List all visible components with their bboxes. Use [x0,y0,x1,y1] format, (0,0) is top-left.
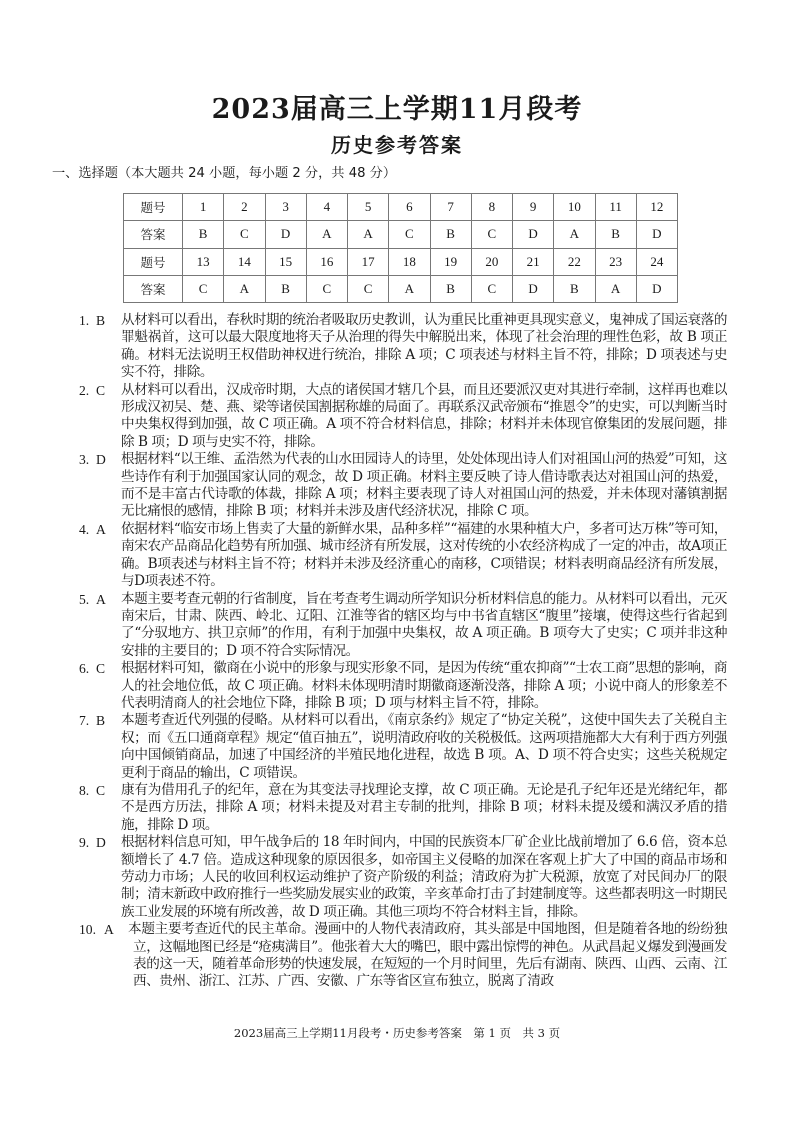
question-number-cell: 23 [595,248,636,275]
answer-cell: C [471,275,512,302]
answer-cell: B [183,221,224,248]
answer-letter: A [96,591,106,607]
row-label: 题号 [124,248,183,275]
question-number-cell: 17 [348,248,389,275]
question-number-cell: 3 [265,194,306,221]
answer-letter: C [96,661,106,677]
answer-cell: C [306,275,347,302]
explanation-text: 根据材料信息可知，甲午战争后的 18 年时间内，中国的民族资本厂矿企业比战前增加了 6.6 倍，资本总额增长了 4.7 倍。造成这种现象的原因很多，如帝国主义侵略的加深在客观上扩大了中国的商品市场和劳动力市场；人民的收回利权运动维护了资产阶级的利益；清政府为扩大税源，放宽了对民间办厂的限制；清末新政中政府推行一些奖励发展实业的政策，辛亥革命打击了封建制度等。这些都表明这一时期民族工业发展的环境有所改善，故 D 项正确。其他三项均不符合材料主旨，排除。 [121,834,727,920]
question-number-cell: 21 [513,248,554,275]
question-number-cell: 13 [183,248,224,275]
question-number-cell: 14 [224,248,265,275]
explanation-item [0,782,794,834]
answer-cell: C [389,221,430,248]
question-number-cell: 4 [306,194,347,221]
question-number-cell: 16 [306,248,347,275]
answer-cell: C [348,275,389,302]
question-number-cell: 22 [554,248,595,275]
answer-table-row [124,275,678,302]
answer-cell: D [636,275,677,302]
explanation-item [0,921,794,991]
row-label: 题号 [124,194,183,221]
explanation-item [0,660,794,712]
question-number-cell: 12 [636,194,677,221]
question-number-cell: 19 [430,248,471,275]
explanation-text: 康有为借用孔子的纪年，意在为其变法寻找理论支撑，故 C 项正确。无论是孔子纪年还是光绪纪年，都不是西方历法，排除 A 项；材料未提及对君主专制的批判，排除 B 项；材料未提及缓和满汉矛盾的措施，排除 D 项。 [121,781,727,833]
answer-cell: A [348,221,389,248]
section-heading: 一、选择题（本大题共 24 小题，每小题 2 分，共 48 分） [52,166,397,181]
explanation-text: 本题考查近代列强的侵略。从材料可以看出，《南京条约》规定了“协定关税”，这使中国失去了关税自主权；而《五口通商章程》规定“值百抽五”，说明清政府收的关税极低。这两项措施都大大有利于西方列强向中国倾销商品，加速了中国经济的半殖民地化进程，故选 B 项。A、D 项不符合史实；这些关税规定更利于商品的输出，C 项错误。 [121,712,727,781]
question-number: 3. [79,452,90,468]
explanation-text: 从材料可以看出，汉成帝时期，大点的诸侯国才辖几个县，而且还要派汉吏对其进行牵制，这样再也难以形成汉初吴、楚、燕、梁等诸侯国割据称雄的局面了。再联系汉武帝颁布“推恩令”的史实，可以判断当时中央集权得到加强，故 C 项正确。A 项不符合材料信息，排除；材料并未体现官僚集团的发展问题，排除 B 项；D 项与史实不符，排除。 [121,381,727,450]
answer-table-row [124,221,678,248]
question-number: 4. [79,521,90,537]
explanation-item [0,712,794,782]
question-number-cell: 9 [513,194,554,221]
question-number: 10. [79,922,96,938]
question-number-cell: 8 [471,194,512,221]
answer-cell: D [513,221,554,248]
answer-letter: C [96,382,106,398]
exam-title: 2023届高三上学期11月段考 [211,94,583,125]
answer-cell: D [636,221,677,248]
exam-subtitle: 历史参考答案 [331,133,463,157]
row-label: 答案 [124,221,183,248]
explanation-item [0,591,794,661]
question-number-cell: 15 [265,248,306,275]
question-number: 8. [79,782,90,798]
explanation-item [0,312,794,382]
answer-table-row [124,248,678,275]
answer-letter: A [96,521,106,537]
answer-cell: A [554,221,595,248]
question-number-cell: 20 [471,248,512,275]
question-number-cell: 18 [389,248,430,275]
answer-table-row [124,194,678,221]
answer-cell: C [471,221,512,248]
answer-letter: D [96,835,106,851]
answer-cell: A [306,221,347,248]
explanation-text: 本题主要考查元朝的行省制度，旨在考查考生调动所学知识分析材料信息的能力。从材料可以看出，元灭南宋后，甘肃、陕西、岭北、辽阳、江淮等省的辖区均与中书省直辖区“腹里”接壤，使得这些行省起到了“分驭地方、拱卫京师”的作用，有利于加强中央集权，故 A 项正确。B 项夸大了史实；C 项并非这种安排的主要目的；D 项不符合实际情况。 [121,590,727,659]
explanation-item [0,451,794,521]
answer-cell: D [265,221,306,248]
answer-letter: D [96,452,106,468]
answer-letter: A [104,922,114,938]
question-number-cell: 7 [430,194,471,221]
answer-letter: B [96,713,106,729]
question-number-cell: 1 [183,194,224,221]
answer-cell: C [183,275,224,302]
question-number-cell: 10 [554,194,595,221]
explanation-text: 根据材料“以王维、孟浩然为代表的山水田园诗人的诗里，处处体现出诗人们对祖国山河的热爱”可知，这些诗作有利于加强国家认同的观念，故 D 项正确。材料主要反映了诗人借诗歌表达对祖国山河的热爱，而不是丰富古代诗歌的体裁，排除 A 项；材料主要表现了诗人对祖国山河的热爱，并未体现对藩镇割据无比痛恨的感情，排除 B 项；材料并未涉及唐代经济状况，排除 C 项。 [121,451,727,520]
answer-letter: C [96,782,106,798]
explanation-list [0,312,794,991]
explanation-text: 根据材料可知，徽商在小说中的形象与现实形象不同，是因为传统“重农抑商”“士农工商”思想的影响，商人的社会地位低，故 C 项正确。材料未体现明清时期徽商逐渐没落，排除 A 项；小说中商人的形象差不代表明清商人的社会地位下降，排除 B 项；D 项与材料主旨不符，排除。 [121,660,727,711]
question-number-cell: 6 [389,194,430,221]
answer-table [123,193,678,303]
answer-cell: B [595,221,636,248]
explanation-item [0,521,794,591]
row-label: 答案 [124,275,183,302]
question-number: 9. [79,835,90,851]
answer-letter: B [96,313,106,328]
question-number: 6. [79,661,90,677]
explanation-item [0,382,794,452]
question-number: 1. [79,313,90,328]
answer-cell: A [224,275,265,302]
answer-cell: A [389,275,430,302]
explanation-text: 从材料可以看出，春秋时期的统治者吸取历史教训，认为重民比重神更具现实意义，鬼神成了国运衰落的罪魁祸首，这可以最大限度地将天子从治理的得失中解脱出来，体现了社会治理的理性色彩，故 B 项正确。材料无法说明王权借助神权进行统治，排除 A 项；C 项表述与材料主旨不符，排除；D 项表述与史实不符，排除。 [121,312,727,381]
explanation-text: 依据材料“临安市场上售卖了大量的新鲜水果，品种多样”“福建的水果种植大户，多者可达万株”等可知，南宋农产品商品化趋势有所加强、城市经济有所发展，这对传统的小农经济构成了一定的冲击，故A项正确。B项表述与材料主旨不符；材料并未涉及经济重心的南移，C项错误；材料表明商品经济有所发展，与D项表述不符。 [121,520,727,590]
page-footer: 2023届高三上学期11月段考・历史参考答案 第 1 页 共 3 页 [233,1026,561,1040]
question-number-cell: 5 [348,194,389,221]
explanation-item [0,834,794,921]
question-number: 2. [79,382,90,398]
answer-cell: B [430,275,471,302]
question-number: 5. [79,591,90,607]
question-number-cell: 11 [595,194,636,221]
question-number-cell: 2 [224,194,265,221]
question-number-cell: 24 [636,248,677,275]
answer-cell: A [595,275,636,302]
explanation-text: 本题主要考查近代的民主革命。漫画中的人物代表清政府，其头部是中国地图，但是随着各地的纷纷独立，这幅地图已经是“疮痍满目”。他张着大大的嘴巴，眼中露出惊愕的神色。从武昌起义爆发到漫画发表的这一天，随着革命形势的快速发展，在短短的一个月时间里，先后有湖南、陕西、山西、云南、江西、贵州、浙江、江苏、广西、安徽、广东等省区宣布独立，脱离了清政 [128,921,727,990]
answer-cell: C [224,221,265,248]
question-number: 7. [79,713,90,729]
answer-cell: B [430,221,471,248]
answer-cell: D [513,275,554,302]
answer-cell: B [265,275,306,302]
answer-cell: B [554,275,595,302]
